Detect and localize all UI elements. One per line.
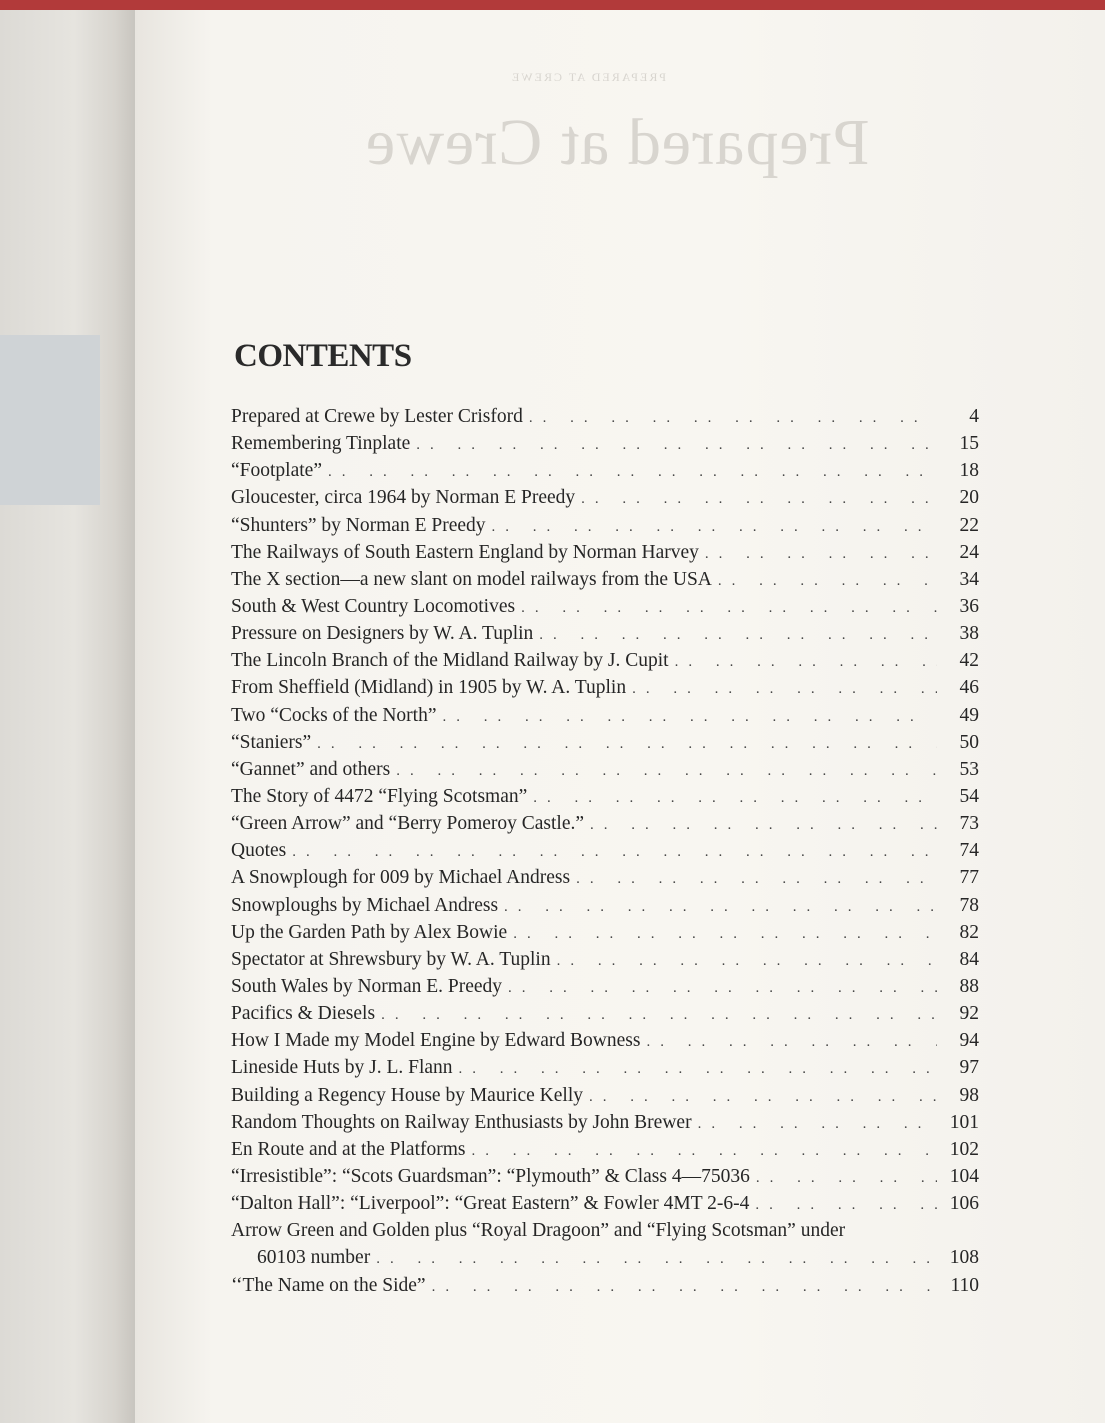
toc-entry (231, 593, 979, 620)
entry-title: “Gannet” and others (231, 758, 391, 780)
entry-title: “Shunters” by Norman E Preedy (231, 514, 486, 536)
dot-leader (705, 541, 937, 568)
dot-leader (589, 1084, 937, 1111)
toc-entry (231, 1136, 979, 1163)
toc-entry (231, 566, 979, 593)
adjacent-page-strip (0, 335, 100, 505)
dot-leader (675, 649, 937, 676)
dot-leader (472, 1138, 938, 1165)
toc-entry (231, 810, 979, 837)
entry-page-number: 108 (949, 1247, 979, 1269)
toc-entry (231, 1109, 979, 1136)
dot-leader (557, 948, 937, 975)
entry-title: Spectator at Shrewsbury by W. A. Tuplin (231, 948, 551, 970)
entry-page-number: 4 (969, 406, 979, 427)
toc-entry (231, 484, 979, 511)
toc-entry (231, 783, 979, 810)
toc-entry (231, 973, 979, 1000)
dot-leader (581, 486, 937, 513)
entry-title: Random Thoughts on Railway Enthusiasts by John Brewer (231, 1111, 692, 1133)
toc-entry (231, 864, 979, 891)
toc-entry (231, 1082, 979, 1109)
entry-page-number: 20 (959, 487, 979, 509)
entry-title: The X section—a new slant on model railways from the USA (231, 568, 712, 590)
entry-title-continuation: 60103 number (257, 1247, 371, 1269)
toc-entry (231, 702, 979, 729)
entry-title: The Story of 4472 “Flying Scotsman” (231, 785, 528, 807)
toc-entry (231, 674, 979, 701)
dot-leader (317, 731, 937, 758)
entry-page-number: 18 (959, 460, 979, 482)
toc-entry (231, 430, 979, 457)
entry-page-number: 92 (959, 1003, 979, 1025)
entry-title: Pacifics & Diesels (231, 1003, 376, 1025)
entry-page-number: 77 (959, 867, 979, 889)
entry-title: “Irresistible”: “Scots Guardsman”: “Plymouth” & Class 4—75036 (231, 1165, 750, 1187)
dot-leader (416, 432, 937, 459)
entry-title: Arrow Green and Golden plus “Royal Dragoon” and “Flying Scotsman” under (231, 1220, 846, 1242)
contents-heading: CONTENTS (234, 338, 412, 374)
entry-page-number: 49 (959, 704, 979, 726)
toc-entry (231, 403, 979, 430)
dot-leader (521, 595, 937, 622)
toc-entry (231, 837, 979, 864)
book-spine-shadow (0, 10, 135, 1423)
toc-entry (231, 512, 979, 539)
entry-title: Pressure on Designers by W. A. Tuplin (231, 623, 534, 645)
toc-entry (231, 1163, 979, 1190)
entry-page-number: 15 (959, 433, 979, 455)
entry-page-number: 42 (959, 650, 979, 672)
toc-entry (231, 756, 979, 783)
dot-leader (533, 785, 937, 812)
table-of-contents (231, 403, 979, 1299)
entry-title: Prepared at Crewe by Lester Crisford (231, 406, 523, 427)
entry-page-number: 24 (959, 541, 979, 563)
entry-page-number: 88 (959, 975, 979, 997)
dot-leader (513, 921, 937, 948)
entry-page-number: 94 (959, 1030, 979, 1052)
toc-entry (231, 457, 979, 484)
entry-title: South & West Country Locomotives (231, 595, 516, 617)
dot-leader (590, 812, 937, 839)
book-cover-edge (0, 0, 1105, 10)
toc-entry (231, 620, 979, 647)
dot-leader (756, 1165, 937, 1192)
entry-page-number: 46 (959, 677, 979, 699)
dot-leader (376, 1246, 937, 1273)
entry-title: How I Made my Model Engine by Edward Bowness (231, 1030, 641, 1052)
entry-title: “Footplate” (231, 460, 322, 482)
entry-title: Remembering Tinplate (231, 433, 411, 455)
entry-page-number: 73 (959, 813, 979, 835)
dot-leader (328, 459, 937, 486)
entry-page-number: 34 (959, 568, 979, 590)
toc-entry (231, 1027, 979, 1054)
dot-leader (504, 894, 937, 921)
entry-page-number: 36 (959, 595, 979, 617)
toc-entry-multiline-first (231, 1217, 979, 1244)
entry-page-number: 110 (950, 1274, 979, 1296)
entry-title: From Sheffield (Midland) in 1905 by W. A. Tuplin (231, 677, 627, 699)
entry-title: Snowploughs by Michael Andress (231, 894, 499, 916)
toc-entry (231, 1190, 979, 1217)
dot-leader (632, 676, 937, 703)
entry-page-number: 54 (959, 785, 979, 807)
toc-entry (231, 1054, 979, 1081)
dot-leader (432, 1274, 937, 1301)
entry-title: “Green Arrow” and “Berry Pomeroy Castle.” (231, 813, 585, 835)
dot-leader (698, 1111, 937, 1138)
entry-page-number: 102 (949, 1138, 979, 1160)
entry-page-number: 82 (959, 921, 979, 943)
toc-entry (231, 919, 979, 946)
entry-title: Lineside Huts by J. L. Flann (231, 1057, 453, 1079)
dot-leader (508, 975, 937, 1002)
entry-title: A Snowplough for 009 by Michael Andress (231, 867, 571, 889)
dot-leader (718, 568, 937, 595)
entry-title: South Wales by Norman E. Preedy (231, 975, 503, 997)
toc-entry (231, 946, 979, 973)
dot-leader (755, 1192, 937, 1219)
entry-title: Building a Regency House by Maurice Kelly (231, 1084, 583, 1106)
entry-page-number: 104 (949, 1165, 979, 1187)
entry-title: “Staniers” (231, 731, 312, 753)
dot-leader (443, 704, 937, 731)
dot-leader (492, 514, 937, 541)
entry-page-number: 74 (959, 840, 979, 862)
entry-title: The Railways of South Eastern England by Norman Harvey (231, 541, 699, 563)
toc-entry (231, 729, 979, 756)
dot-leader (396, 758, 937, 785)
entry-page-number: 106 (949, 1193, 979, 1215)
entry-title: Two “Cocks of the North” (231, 704, 437, 726)
toc-entry-multiline-second (231, 1244, 979, 1271)
entry-page-number: 22 (959, 514, 979, 536)
entry-page-number: 38 (959, 623, 979, 645)
entry-title: The Lincoln Branch of the Midland Railway by J. Cupit (231, 650, 669, 672)
toc-entry (231, 539, 979, 566)
entry-title: Quotes (231, 840, 287, 862)
entry-page-number: 97 (959, 1057, 979, 1079)
toc-entry (231, 892, 979, 919)
toc-entry (231, 647, 979, 674)
entry-page-number: 50 (959, 731, 979, 753)
dot-leader (576, 866, 937, 893)
entry-page-number: 84 (959, 948, 979, 970)
dot-leader (529, 405, 937, 432)
entry-page-number: 78 (959, 894, 979, 916)
dot-leader (539, 622, 937, 649)
toc-entry (231, 1000, 979, 1027)
dot-leader (292, 839, 937, 866)
entry-title: Gloucester, circa 1964 by Norman E Preedy (231, 487, 576, 509)
entry-page-number: 101 (949, 1111, 979, 1133)
toc-entry (231, 1272, 979, 1299)
entry-title: ‘‘The Name on the Side” (231, 1274, 426, 1296)
dot-leader (646, 1029, 937, 1056)
dot-leader (459, 1056, 937, 1083)
entry-title: “Dalton Hall”: “Liverpool”: “Great Eastern” & Fowler 4MT 2-6-4 (231, 1193, 750, 1215)
entry-title: Up the Garden Path by Alex Bowie (231, 921, 508, 943)
show-through-title: Prepared at Crewe (365, 106, 870, 179)
entry-page-number: 98 (959, 1084, 979, 1106)
entry-page-number: 53 (959, 758, 979, 780)
dot-leader (381, 1002, 937, 1029)
show-through-running-head: PREPARED AT CREWE (510, 70, 667, 84)
entry-title: En Route and at the Platforms (231, 1138, 466, 1160)
